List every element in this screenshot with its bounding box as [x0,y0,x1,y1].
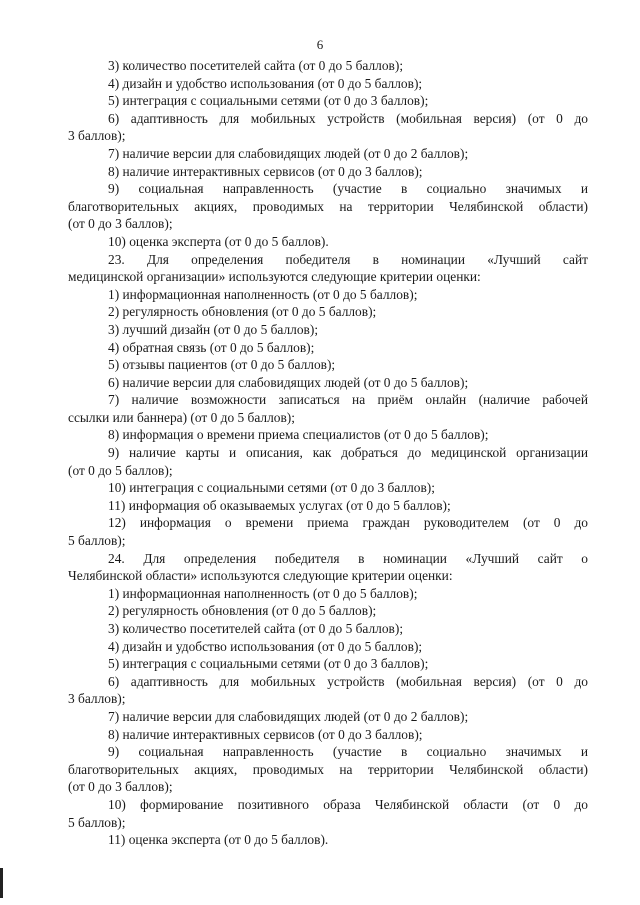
text-line: благотворительных акциях, проводимых на территории Челябинской области) [68,761,588,777]
text-line: 8) информация о времени приема специалистов (от 0 до 5 баллов); [108,427,489,443]
text-line: 6) адаптивность для мобильных устройств (мобильная версия) (от 0 до [108,110,588,126]
text-line: 3) количество посетителей сайта (от 0 до 5 баллов); [108,58,404,73]
text-line: 3) количество посетителей сайта (от 0 до 5 баллов); [108,621,404,636]
text-line: 12) информация о времени приема граждан руководителем (от 0 до [108,515,588,531]
text-line: Челябинской области» используются следующие критерии оценки: [68,568,453,584]
text-line: 1) информационная наполненность (от 0 до 5 баллов); [108,585,418,601]
text-line: 3) лучший дизайн (от 0 до 5 баллов); [108,321,319,337]
document-body [68,57,588,849]
text-line: 2) регулярность обновления (от 0 до 5 баллов); [108,304,377,320]
page-number: 6 [316,37,324,52]
text-line: ссылки или баннера) (от 0 до 5 баллов); [68,409,295,425]
text-line: 9) социальная направленность (участие в социально значимых и [108,181,588,197]
text-line: 3 баллов); [68,691,126,707]
text-line: 9) социальная направленность (участие в социально значимых и [108,744,588,760]
text-line: 10) оценка эксперта (от 0 до 5 баллов). [108,233,329,249]
text-line: 4) дизайн и удобство использования (от 0 до 5 баллов); [108,638,423,654]
text-line: (от 0 до 5 баллов); [68,462,173,478]
text-line: медицинской организации» используются следующие критерии оценки: [68,269,481,285]
text-line: 8) наличие интерактивных сервисов (от 0 до 3 баллов); [108,726,423,742]
text-line: 3 баллов); [68,128,126,144]
text-line: 5) отзывы пациентов (от 0 до 5 баллов); [108,357,336,373]
text-line: 4) дизайн и удобство использования (от 0 до 5 баллов); [108,75,423,91]
text-line: 10) формирование позитивного образа Челябинской области (от 0 до [108,796,588,812]
text-line: 4) обратная связь (от 0 до 5 баллов); [108,339,315,355]
text-line: 1) информационная наполненность (от 0 до 5 баллов); [108,286,418,302]
text-line: 24. Для определения победителя в номинации «Лучший сайт о [108,550,588,566]
scan-edge-mark [0,868,3,898]
text-line: 7) наличие возможности записаться на приём онлайн (наличие рабочей [108,392,588,408]
text-line: 6) адаптивность для мобильных устройств (мобильная версия) (от 0 до [108,673,588,689]
text-line: 8) наличие интерактивных сервисов (от 0 до 3 баллов); [108,163,423,179]
text-line: 7) наличие версии для слабовидящих людей (от 0 до 2 баллов); [108,708,469,724]
text-line: 5) интеграция с социальными сетями (от 0 до 3 баллов); [108,93,429,109]
text-line: 11) информация об оказываемых услугах (от 0 до 5 баллов); [108,497,451,513]
text-line: (от 0 до 3 баллов); [68,216,173,232]
text-line: 9) наличие карты и описания, как добраться до медицинской организации [108,445,588,461]
text-line: 11) оценка эксперта (от 0 до 5 баллов). [108,832,329,848]
text-line: благотворительных акциях, проводимых на территории Челябинской области) [68,198,588,214]
text-line: 5) интеграция с социальными сетями (от 0 до 3 баллов); [108,656,429,672]
text-line: (от 0 до 3 баллов); [68,779,173,795]
text-line: 23. Для определения победителя в номинации «Лучший сайт [108,251,588,267]
text-line: 2) регулярность обновления (от 0 до 5 баллов); [108,603,377,619]
text-line: 6) наличие версии для слабовидящих людей (от 0 до 5 баллов); [108,374,469,390]
text-line: 7) наличие версии для слабовидящих людей (от 0 до 2 баллов); [108,145,469,161]
text-line: 5 баллов); [68,814,126,830]
text-line: 10) интеграция с социальными сетями (от 0 до 3 баллов); [108,480,435,496]
text-line: 5 баллов); [68,533,126,549]
